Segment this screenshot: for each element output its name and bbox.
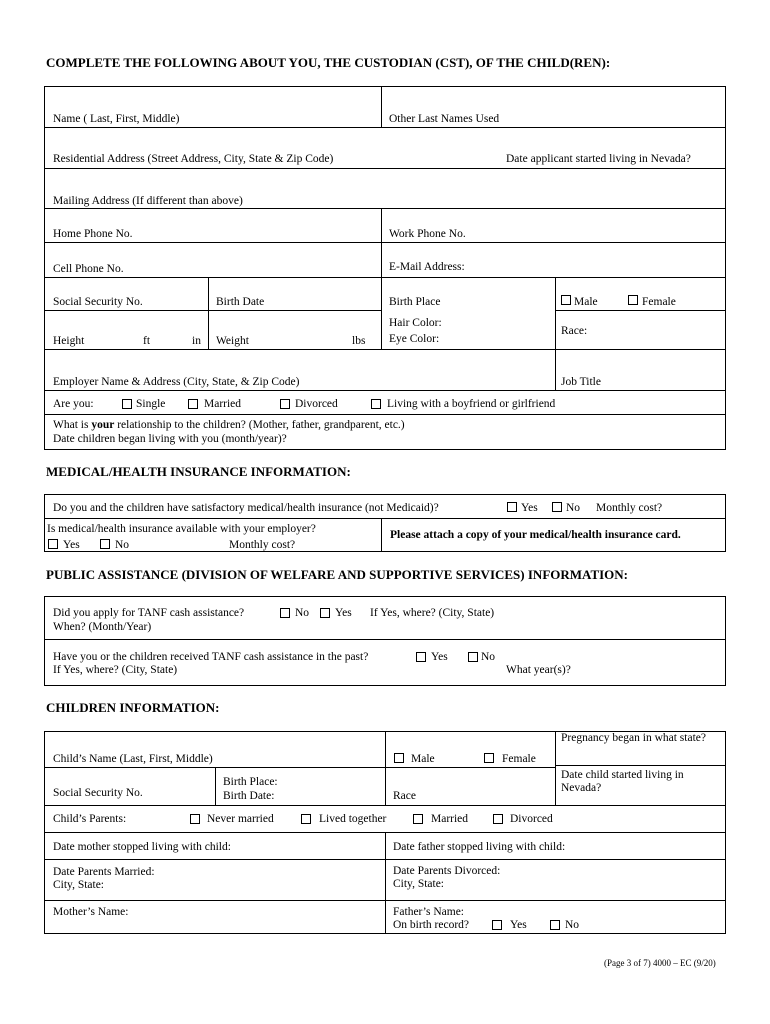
- mailing-address-label: Mailing Address (If different than above): [53, 195, 243, 207]
- job-title-label: Job Title: [561, 376, 601, 388]
- tanf-when-label: When? (Month/Year): [53, 621, 152, 633]
- medical-heading: MEDICAL/HEALTH INSURANCE INFORMATION:: [46, 464, 351, 479]
- employer-yes-label: Yes: [63, 539, 80, 551]
- tanf-where-label: If Yes, where? (City, State): [370, 607, 495, 619]
- child-nevada-date-label-1: Date child started living in: [561, 769, 684, 781]
- male-checkbox[interactable]: [561, 295, 571, 305]
- work-phone-label: Work Phone No.: [389, 228, 466, 240]
- divorced-label: Divorced: [295, 398, 338, 410]
- lbs-label: lbs: [352, 335, 366, 347]
- tanf-received-yes-checkbox[interactable]: [416, 652, 426, 662]
- tanf-applied-no-label: No: [295, 607, 310, 619]
- parents-divorced-checkbox[interactable]: [493, 814, 503, 824]
- single-label: Single: [136, 398, 166, 410]
- divorced-city-state-label: City, State:: [393, 878, 445, 890]
- employer-no-label: No: [115, 539, 130, 551]
- custodian-heading: COMPLETE THE FOLLOWING ABOUT YOU, THE CUSTODIAN (CST), OF THE CHILD(REN):: [46, 55, 611, 70]
- monthly-cost-label: Monthly cost?: [596, 502, 663, 514]
- parents-married-label: Married: [431, 813, 469, 825]
- employer-no-checkbox[interactable]: [100, 539, 110, 549]
- employer-label: Employer Name & Address (City, State, & Zip Code): [53, 376, 300, 388]
- child-male-label: Male: [411, 753, 435, 765]
- attach-card-note: Please attach a copy of your medical/health insurance card.: [390, 529, 681, 541]
- date-parents-married-label: Date Parents Married:: [53, 866, 155, 878]
- lived-together-label: Lived together: [319, 813, 387, 825]
- ft-label: ft: [143, 335, 151, 347]
- parents-divorced-label: Divorced: [510, 813, 553, 825]
- eye-color-label: Eye Color:: [389, 333, 440, 345]
- tanf-applied-yes-checkbox[interactable]: [320, 608, 330, 618]
- tanf-received-no-label: No: [481, 651, 496, 663]
- ssn-label: Social Security No.: [53, 296, 143, 308]
- birth-record-no-checkbox[interactable]: [550, 920, 560, 930]
- child-nevada-date-label-2: Nevada?: [561, 782, 602, 794]
- male-label: Male: [574, 296, 598, 308]
- custodian-table: [44, 86, 726, 450]
- email-label: E-Mail Address:: [389, 261, 465, 273]
- birth-record-label: On birth record?: [393, 919, 469, 931]
- mother-stopped-label: Date mother stopped living with child:: [53, 841, 231, 853]
- birth-date-label: Birth Date: [216, 296, 265, 308]
- public-assistance-heading: PUBLIC ASSISTANCE (DIVISION OF WELFARE AND SUPPORTIVE SERVICES) INFORMATION:: [46, 567, 629, 582]
- child-male-checkbox[interactable]: [394, 753, 404, 763]
- tanf-where-label-2: If Yes, where? (City, State): [53, 664, 178, 676]
- female-label: Female: [642, 296, 676, 308]
- never-married-label: Never married: [207, 813, 274, 825]
- date-children-label: Date children began living with you (month/year)?: [53, 433, 287, 445]
- parents-married-checkbox[interactable]: [413, 814, 423, 824]
- divorced-checkbox[interactable]: [280, 399, 290, 409]
- child-female-checkbox[interactable]: [484, 753, 494, 763]
- fathers-name-label: Father’s Name:: [393, 906, 465, 918]
- satisfactory-yes-label: Yes: [521, 502, 538, 514]
- date-parents-divorced-label: Date Parents Divorced:: [393, 865, 501, 877]
- married-city-state-label: City, State:: [53, 879, 105, 891]
- other-names-label: Other Last Names Used: [389, 113, 500, 125]
- child-race-label: Race: [393, 790, 416, 802]
- race-label: Race:: [561, 325, 588, 337]
- satisfactory-insurance-label: Do you and the children have satisfactory medical/health insurance (not Medicaid)?: [53, 502, 439, 514]
- childs-parents-label: Child’s Parents:: [53, 813, 127, 825]
- employer-yes-checkbox[interactable]: [48, 539, 58, 549]
- married-label: Married: [204, 398, 242, 410]
- employer-monthly-cost-label: Monthly cost?: [229, 539, 296, 551]
- residential-address-label: Residential Address (Street Address, City, State & Zip Code): [53, 153, 334, 165]
- satisfactory-no-label: No: [566, 502, 581, 514]
- female-checkbox[interactable]: [628, 295, 638, 305]
- tanf-received-label: Have you or the children received TANF cash assistance in the past?: [53, 651, 369, 663]
- children-heading: CHILDREN INFORMATION:: [46, 700, 220, 715]
- mothers-name-label: Mother’s Name:: [53, 906, 129, 918]
- tanf-applied-no-checkbox[interactable]: [280, 608, 290, 618]
- tanf-applied-label: Did you apply for TANF cash assistance?: [53, 607, 245, 619]
- living-with-checkbox[interactable]: [371, 399, 381, 409]
- relationship-question: What is your relationship to the children? (Mother, father, grandparent, etc.): [53, 419, 405, 431]
- tanf-received-no-checkbox[interactable]: [468, 652, 478, 662]
- child-female-label: Female: [502, 753, 536, 765]
- tanf-received-yes-label: Yes: [431, 651, 448, 663]
- in-label: in: [192, 335, 201, 347]
- satisfactory-no-checkbox[interactable]: [552, 502, 562, 512]
- never-married-checkbox[interactable]: [190, 814, 200, 824]
- pregnancy-state-label: Pregnancy began in what state?: [561, 732, 706, 744]
- tanf-applied-yes-label: Yes: [335, 607, 352, 619]
- hair-color-label: Hair Color:: [389, 317, 442, 329]
- tanf-years-label: What year(s)?: [506, 664, 571, 676]
- cell-phone-label: Cell Phone No.: [53, 263, 124, 275]
- living-with-label: Living with a boyfriend or girlfriend: [387, 398, 556, 410]
- child-name-label: Child’s Name (Last, First, Middle): [53, 753, 213, 765]
- birth-record-yes-checkbox[interactable]: [492, 920, 502, 930]
- birth-place-label: Birth Place: [389, 296, 441, 308]
- are-you-label: Are you:: [53, 398, 94, 410]
- height-label: Height: [53, 335, 85, 347]
- married-checkbox[interactable]: [188, 399, 198, 409]
- weight-label: Weight: [216, 335, 249, 347]
- birth-record-no-label: No: [565, 919, 580, 931]
- father-stopped-label: Date father stopped living with child:: [393, 841, 566, 853]
- name-label: Name ( Last, First, Middle): [53, 113, 180, 125]
- lived-together-checkbox[interactable]: [301, 814, 311, 824]
- birth-record-yes-label: Yes: [510, 919, 527, 931]
- nevada-date-label: Date applicant started living in Nevada?: [506, 153, 691, 165]
- satisfactory-yes-checkbox[interactable]: [507, 502, 517, 512]
- single-checkbox[interactable]: [122, 399, 132, 409]
- child-birth-date-label: Birth Date:: [223, 790, 275, 802]
- page-footer: (Page 3 of 7) 4000 – EC (9/20): [604, 958, 716, 968]
- home-phone-label: Home Phone No.: [53, 228, 133, 240]
- child-birth-place-label: Birth Place:: [223, 776, 278, 788]
- child-ssn-label: Social Security No.: [53, 787, 143, 799]
- employer-insurance-label: Is medical/health insurance available with your employer?: [47, 523, 316, 535]
